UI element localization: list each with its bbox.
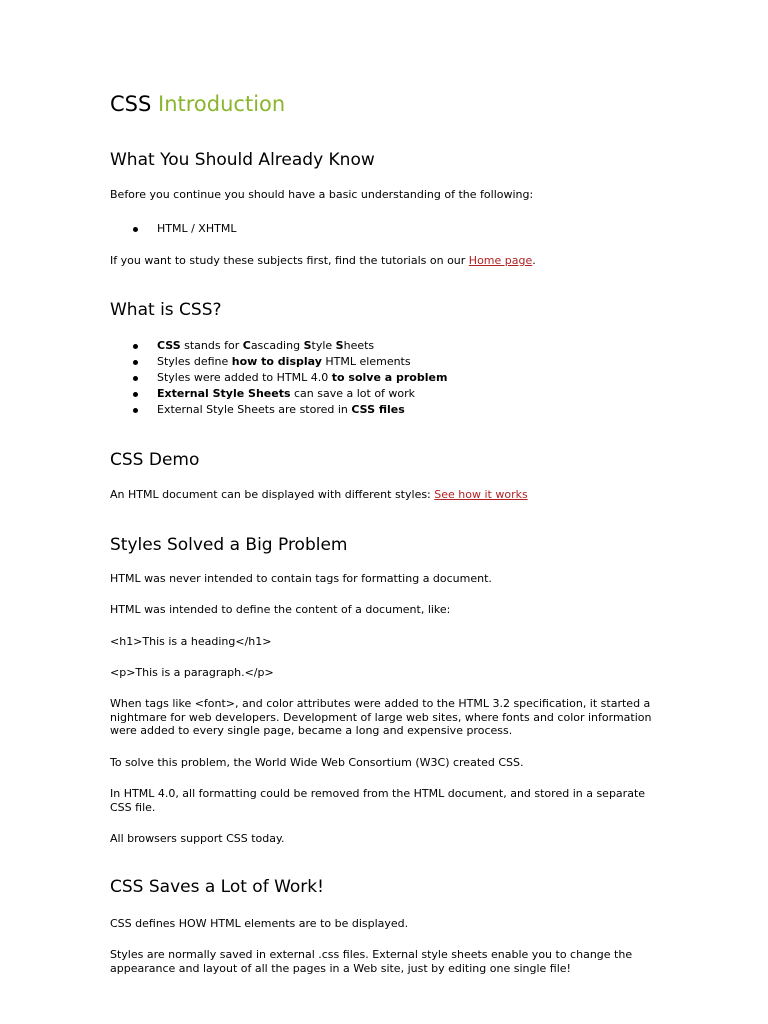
css-facts-list xyxy=(110,338,447,418)
home-page-link[interactable]: Home page xyxy=(468,254,533,267)
text-line: In HTML 4.0, all formatting could be removed from the HTML document, and stored in a separate xyxy=(110,787,646,800)
paragraph-example: <p>This is a paragraph.</p> xyxy=(110,666,274,679)
paragraph xyxy=(110,787,670,814)
paragraph: CSS defines HOW HTML elements are to be displayed. xyxy=(110,917,409,930)
paragraph: To solve this problem, the World Wide Web Consortium (W3C) created CSS. xyxy=(110,756,524,769)
list-item xyxy=(110,338,447,354)
plain-text: External Style Sheets are stored in xyxy=(157,403,352,416)
list-item xyxy=(110,386,447,402)
demo-text xyxy=(110,488,670,502)
list-item: HTML / XHTML xyxy=(110,221,236,237)
bold-text: to solve a problem xyxy=(331,371,448,384)
paragraph xyxy=(110,948,670,975)
plain-text: Styles define xyxy=(157,355,232,368)
bold-text: C xyxy=(242,339,251,352)
paragraph: HTML was intended to define the content of a document, like: xyxy=(110,603,451,616)
heading-what-you-should-know: What You Should Already Know xyxy=(110,150,375,170)
paragraph: HTML was never intended to contain tags for formatting a document. xyxy=(110,572,492,585)
bold-text: S xyxy=(335,339,344,352)
plain-text: tyle xyxy=(311,339,336,352)
paragraph: All browsers support CSS today. xyxy=(110,832,285,845)
list-item xyxy=(110,370,447,386)
heading-css-demo: CSS Demo xyxy=(110,450,200,470)
bold-text: External Style Sheets xyxy=(157,387,291,400)
bold-text: S xyxy=(303,339,312,352)
plain-text: ascading xyxy=(250,339,304,352)
plain-text: stands for xyxy=(180,339,243,352)
paragraph xyxy=(110,697,670,738)
demo-text-body: An HTML document can be displayed with different styles: xyxy=(110,488,435,501)
text-line: were added to every single page, became a long and expensive process. xyxy=(110,724,513,737)
bold-text: CSS xyxy=(157,339,181,352)
tutorials-note-end: . xyxy=(532,254,536,267)
page-title xyxy=(110,92,285,116)
heading-css-saves-work: CSS Saves a Lot of Work! xyxy=(110,877,324,897)
prerequisites-list xyxy=(110,221,236,237)
prerequisites-intro: Before you continue you should have a basic understanding of the following: xyxy=(110,188,534,201)
bold-text: CSS files xyxy=(351,403,405,416)
tutorials-note-text: If you want to study these subjects first, find the tutorials on our xyxy=(110,254,469,267)
plain-text: can save a lot of work xyxy=(290,387,416,400)
heading-styles-solved-problem: Styles Solved a Big Problem xyxy=(110,535,348,555)
plain-text: HTML elements xyxy=(321,355,411,368)
see-how-it-works-link[interactable]: See how it works xyxy=(434,488,528,501)
text-line: CSS file. xyxy=(110,800,156,814)
list-item xyxy=(110,402,447,418)
plain-text: heets xyxy=(343,339,375,352)
text-line: When tags like <font>, and color attributes were added to the HTML 3.2 specification, it started a xyxy=(110,697,651,710)
plain-text: Styles were added to HTML 4.0 xyxy=(157,371,332,384)
page-title-accent: Introduction xyxy=(158,92,286,116)
text-line: Styles are normally saved in external .css files. External style sheets enable you to change the xyxy=(110,948,633,961)
page-title-main: CSS xyxy=(110,92,152,116)
list-item xyxy=(110,354,447,370)
bold-text: how to display xyxy=(231,355,322,368)
tutorials-note xyxy=(110,254,670,268)
heading-example: <h1>This is a heading</h1> xyxy=(110,635,272,648)
text-line: nightmare for web developers. Development of large web sites, where fonts and color information xyxy=(110,710,652,724)
text-line: appearance and layout of all the pages in a Web site, just by editing one single file! xyxy=(110,961,571,975)
heading-what-is-css: What is CSS? xyxy=(110,300,222,320)
